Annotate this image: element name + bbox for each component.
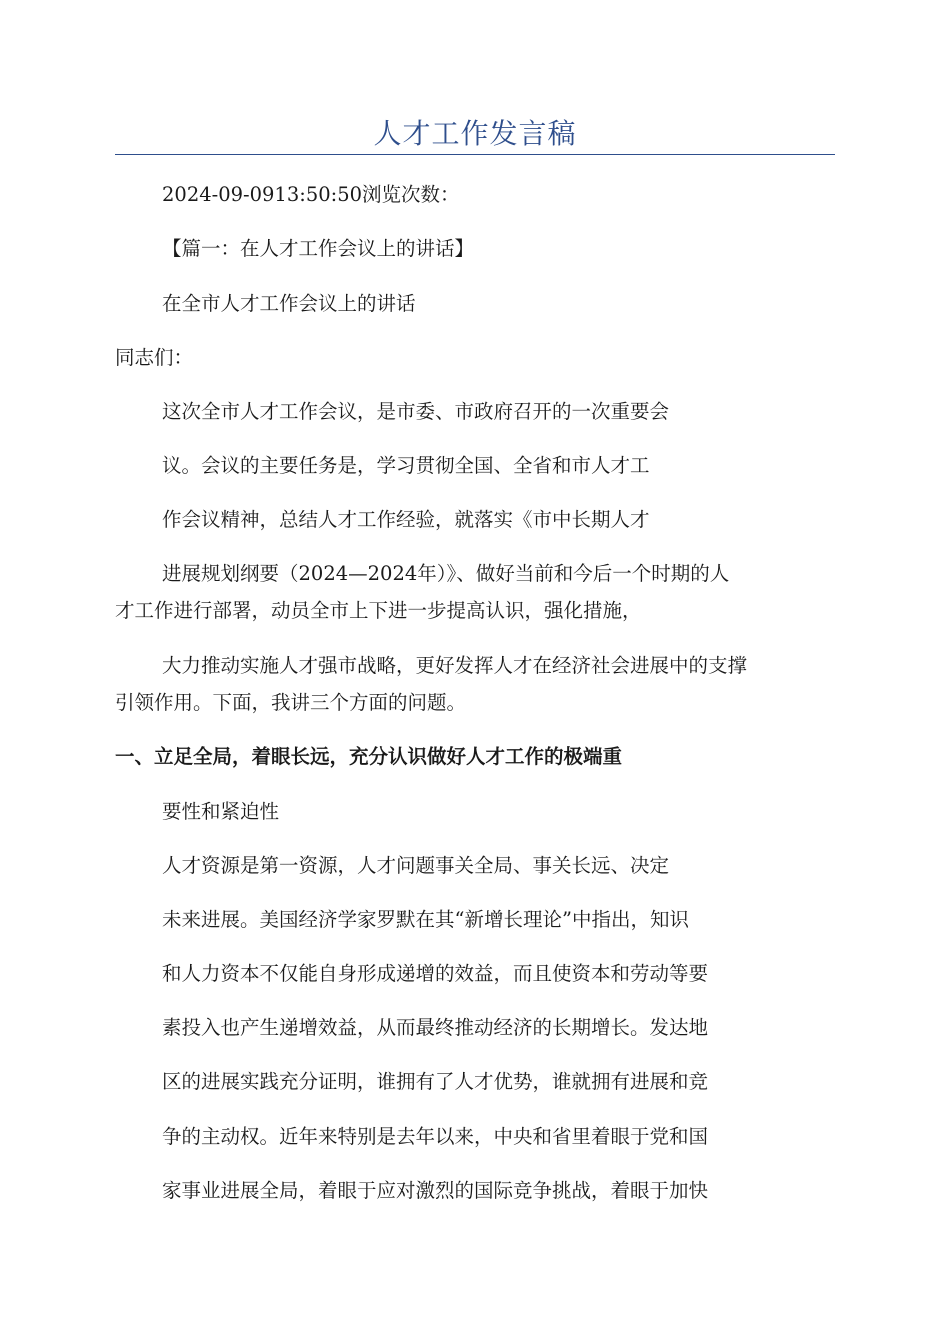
paragraph-line: 区的进展实践充分证明，谁拥有了人才优势，谁就拥有进展和竞 [162,1070,709,1093]
title-underline [115,154,835,155]
speech-title: 在全市人才工作会议上的讲话 [162,292,416,315]
heading-one: 一、立足全局，着眼长远，充分认识做好人才工作的极端重 [115,745,623,768]
paragraph-line: 议。会议的主要任务是，学习贯彻全国、全省和市人才工 [162,454,650,477]
paragraph-line: 引领作用。下面，我讲三个方面的问题。 [115,691,467,714]
paragraph-line: 进展规划纲要（2024—2024年）》、做好当前和今后一个时期的人 [162,562,730,585]
paragraph-line: 这次全市人才工作会议，是市委、市政府召开的一次重要会 [162,400,670,423]
paragraph-line: 素投入也产生递增效益，从而最终推动经济的长期增长。发达地 [162,1016,709,1039]
paragraph-line: 争的主动权。近年来特别是去年以来，中央和省里着眼于党和国 [162,1125,709,1148]
meta-line: 2024-09-0913:50:50浏览次数： [162,183,460,206]
paragraph-line: 大力推动实施人才强市战略，更好发挥人才在经济社会进展中的支撑 [162,654,748,677]
paragraph-line: 和人力资本不仅能自身形成递增的效益，而且使资本和劳动等要 [162,962,709,985]
paragraph-line: 家事业进展全局，着眼于应对激烈的国际竞争挑战，着眼于加快 [162,1179,709,1202]
document-title: 人才工作发言稿 [373,117,577,150]
salutation: 同志们： [115,346,194,369]
paragraph-line: 人才资源是第一资源，人才问题事关全局、事关长远、决定 [162,854,670,877]
section-heading: 【篇一：在人才工作会议上的讲话】 [162,237,475,260]
paragraph-line: 才工作进行部署，动员全市上下进一步提高认识，强化措施， [115,599,642,622]
paragraph-line: 未来进展。美国经济学家罗默在其“新增长理论”中指出，知识 [162,908,689,931]
paragraph-line: 作会议精神，总结人才工作经验，就落实《市中长期人才 [162,508,650,531]
heading-one-continued: 要性和紧迫性 [162,800,280,823]
